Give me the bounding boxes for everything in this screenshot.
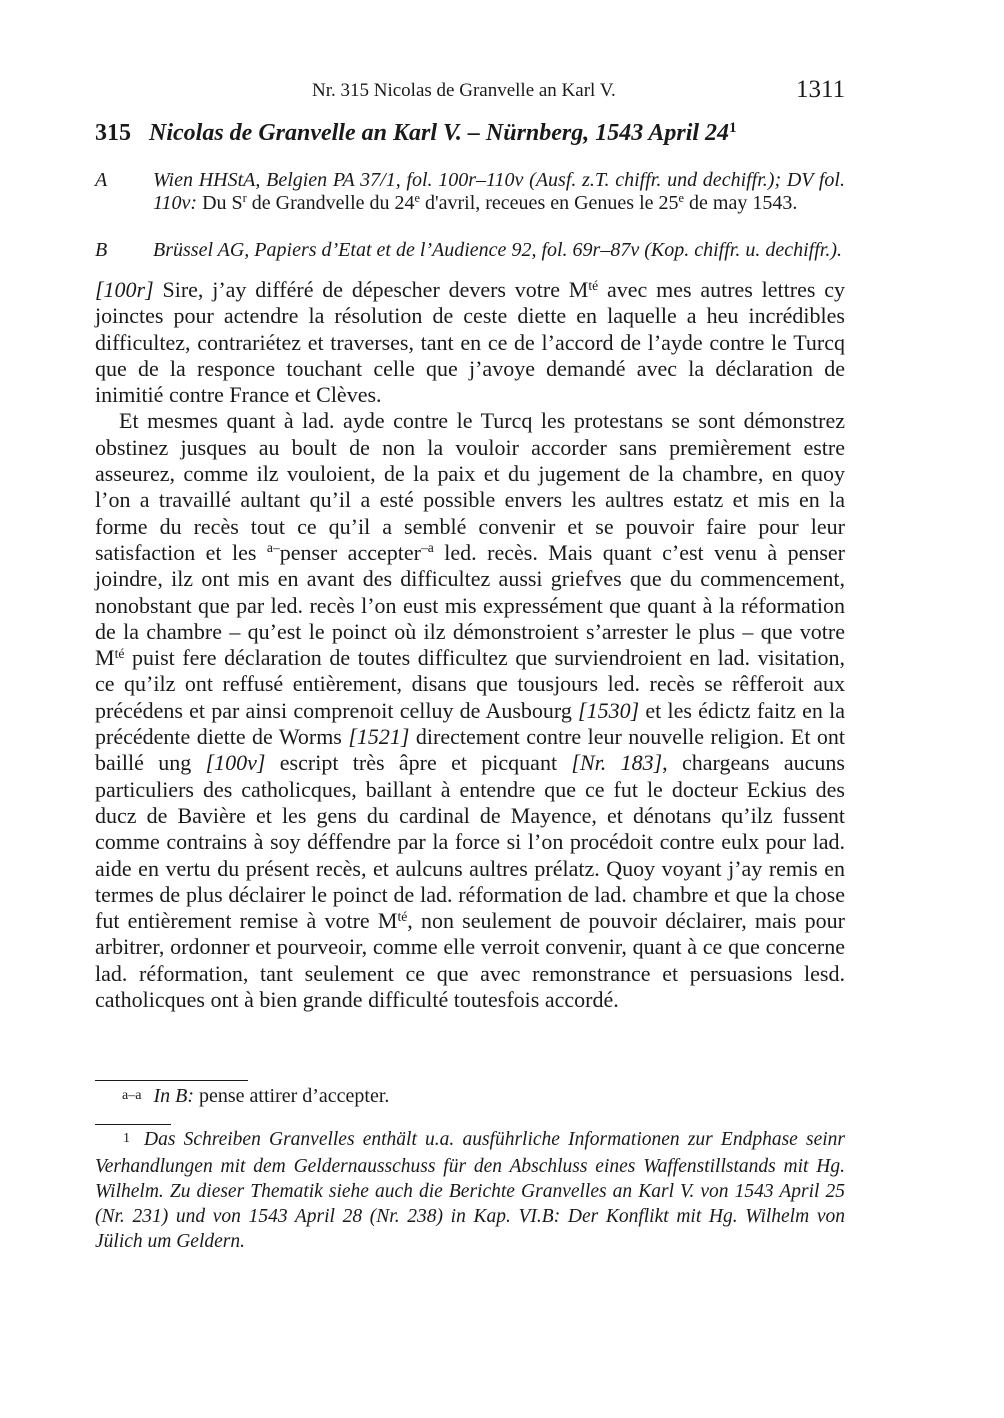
dorsal-note: de Grandvelle du 24	[246, 192, 415, 214]
body-text: , chargeans aucuns particuliers des catholicques, baillant à entendre que ce fut le docteur Eckius des ducz de Bavière et les gens du cardinal de Mayence, et dénotans qu’ilz fussent comme contrains à soy déffendre par la force si l’on procédoit contre eulx pour lad. aide en vertu du présent recès, et aulcuns aultres prélatz. Quoy voyant j’ay remis en termes de plus déclairer le poinct de lad. réformation de lad. chambre et que la chose fut entièrement remise à votre M	[95, 750, 845, 934]
archive-reference: Wien HHStA, Belgien PA 37/1, fol. 100r–110v (Ausf. z.T. chiffr. und dechiffr.); DV fol. 110v:	[153, 169, 845, 214]
body-paragraph	[95, 408, 845, 1013]
superscript: e	[678, 191, 685, 206]
body-text: penser accepter	[279, 539, 421, 565]
dorsal-note: de may 1543.	[684, 192, 798, 214]
body-text: led. recès. Mais quant c’est venu à penser joindre, ilz ont mis en avant des difficultez aussi griefves que du commencement, nonobstant que par led. recès l’on eust mis expressément que quant à la réformation de la chambre – qu’est le poinct où ilz démonstroient s’arrester le plus – que votre M	[95, 539, 845, 671]
body-text: puist fere déclaration de toutes difficultez que surviendroient en lad. visitation, ce qu’ilz ont reffusé entièrement, disans que tousjours led. recès se rêfferoit aux précédens et par ainsi comprenoit celluy de Ausbourg	[95, 645, 845, 723]
dorsal-note: d'avril, receues en Genues le 25	[420, 192, 679, 214]
superscript: té	[588, 277, 599, 293]
commentary-footnote	[95, 1127, 845, 1254]
source-siglum: A	[95, 169, 108, 191]
dorsal-note: Du S	[197, 192, 243, 214]
editorial-note: [1530]	[578, 697, 640, 723]
folio-marker: [100r]	[95, 277, 154, 302]
source-entry-a	[95, 169, 845, 215]
variant-marker: a–	[266, 540, 280, 556]
footnote-divider	[95, 1080, 248, 1081]
editorial-note: [Nr. 183]	[571, 750, 663, 776]
letter-body	[95, 277, 845, 1013]
textual-footnote	[122, 1085, 389, 1108]
variant-marker: –a	[420, 540, 434, 556]
superscript: r	[242, 191, 247, 206]
body-text: Sire, j’ay différé de dépescher devers votre M	[153, 277, 589, 302]
source-entry-b	[95, 239, 845, 262]
footnote-marker: a–a	[122, 1088, 142, 1103]
footnote-divider	[95, 1124, 171, 1125]
footnote-label: In B:	[153, 1085, 194, 1107]
source-description	[153, 169, 845, 215]
body-text: escript très âpre et picquant	[265, 750, 572, 776]
body-text: , non seulement de pouvoir déclairer, mais pour arbitrer, ordonner et pourveoir, comme elle verroit convenir, quant à ce que concerne lad. réformation, tant seulement ce que avec remonstrance et persuasions lesd. catholicques ont à bien grande difficulté toutesfois accordé.	[95, 908, 845, 1013]
footnote-text: Das Schreiben Granvelles enthält u.a. ausführliche Informationen zur Endphase seinr Verhandlungen mit dem Geldernausschuss für den Abschluss eines Waffenstillstands mit Hg. Wilhelm. Zu dieser Thematik siehe auch die Berichte Granvelles an Karl V. von 1543 April 25 (Nr. 231) und von 1543 April 28 (Nr. 238) in Kap. VI.B: Der Konflikt mit Hg. Wilhelm von Jülich um Geldern.	[95, 1129, 845, 1252]
footnote-text: pense attirer d’accepter.	[193, 1085, 390, 1107]
footnote-marker: 1	[123, 1131, 130, 1146]
superscript: e	[414, 191, 421, 206]
body-text: directement contre leur nouvelle religion. Et ont baillé ung	[95, 724, 845, 776]
running-header: Nr. 315 Nicolas de Granvelle an Karl V.	[312, 80, 616, 101]
body-text: avec mes autres lettres cy joinctes pour actendre la résolution de ceste diette en laquelle a heu incrédibles difficultez, contrariétez et traverses, tant en ce de l’accord de l’ayde contre le Turcq que de la responce touchant celle que j’avoye demandé avec la déclaration de inimitié contre France et Clèves.	[95, 277, 845, 408]
body-text: Et mesmes quant à lad. ayde contre le Turcq les protestans se sont démonstrez obstinez jusques au boult de non la vouloir accorder sans premièrement estre asseurez, comme ilz vouloient, de la paix et du jugement de la chambre, en quoy l’on a travaillé aultant qu’il a esté possible envers les aultres estatz et mis en la forme du recès tout ce qu’il a semblé convenir et se pouvoir faire pour leur satisfaction et les	[95, 408, 845, 565]
body-text: et les édictz faitz en la précédente diette de Worms	[95, 697, 845, 750]
footnote-reference: 1	[729, 119, 737, 136]
superscript: té	[397, 908, 408, 924]
page-number: 1311	[796, 76, 846, 103]
body-paragraph	[95, 277, 845, 408]
folio-marker: [100v]	[205, 750, 266, 776]
document-number: 315	[95, 120, 131, 146]
editorial-note: [1521]	[348, 724, 410, 750]
superscript: té	[114, 645, 125, 661]
document-title: Nicolas de Granvelle an Karl V. – Nürnberg, 1543 April 24	[149, 120, 730, 146]
source-siglum: B	[95, 239, 108, 261]
archive-reference: Brüssel AG, Papiers d’Etat et de l’Audience 92, fol. 69r–87v (Kop. chiffr. u. dechiffr.).	[153, 239, 842, 261]
document-heading	[95, 120, 737, 147]
